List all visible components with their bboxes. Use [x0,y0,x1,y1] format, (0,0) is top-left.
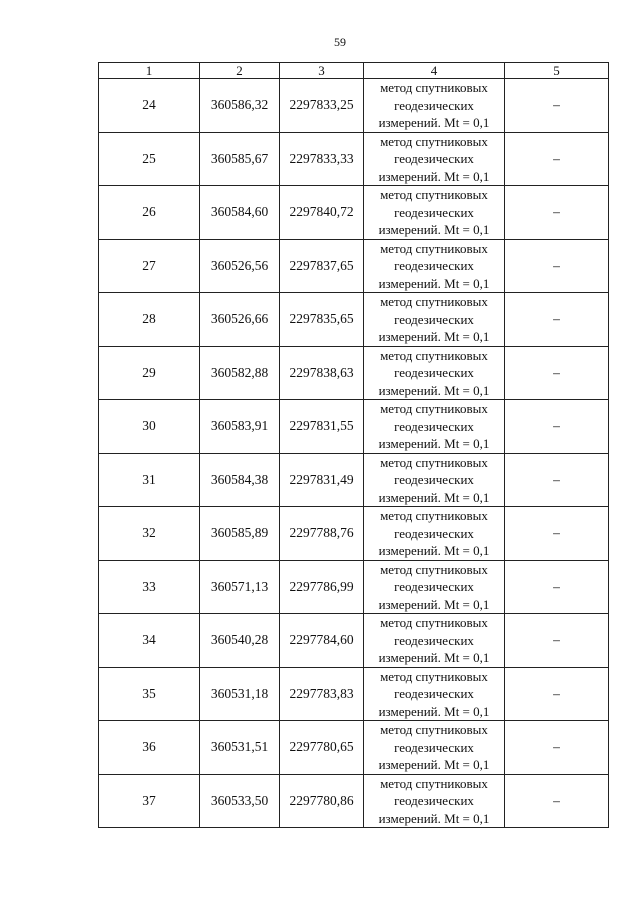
table-row [99,239,609,293]
note-cell: – [505,614,609,668]
method-line: геодезических [394,311,474,327]
method-line: измерений. Mt = 0,1 [378,489,490,505]
note-cell: – [505,721,609,775]
coord-y-cell: 2297838,63 [280,346,364,400]
method-line: метод спутниковых [380,240,488,256]
method-line: измерений. Mt = 0,1 [378,275,490,291]
method-line: измерений. Mt = 0,1 [378,168,490,184]
method-line: геодезических [394,418,474,434]
coord-x-cell: 360531,51 [200,721,280,775]
coord-x-cell: 360571,13 [200,560,280,614]
method-line: метод спутниковых [380,133,488,149]
method-line: измерений. Mt = 0,1 [378,650,490,665]
note-cell: – [505,400,609,454]
method-line: метод спутниковых [380,775,488,791]
coord-y-cell: 2297784,60 [280,614,364,668]
coord-y-cell: 2297835,65 [280,293,364,347]
table-row [99,293,609,347]
point-number-cell: 24 [99,79,200,133]
method-line: метод спутниковых [380,347,488,363]
coord-x-cell: 360526,66 [200,293,280,347]
method-line: метод спутниковых [380,401,488,416]
method-cell [364,774,505,828]
method-cell [364,132,505,186]
table-row [99,400,609,454]
point-number-cell: 31 [99,453,200,507]
method-cell [364,721,505,775]
coord-y-cell: 2297831,49 [280,453,364,507]
method-cell [364,186,505,240]
note-cell: – [505,239,609,293]
method-line: геодезических [394,258,474,273]
note-cell: – [505,132,609,186]
coord-y-cell: 2297780,65 [280,721,364,775]
coordinates-table [98,62,609,828]
method-cell [364,79,505,133]
point-number-cell: 30 [99,400,200,454]
method-line: измерений. Mt = 0,1 [378,810,490,826]
coord-y-cell: 2297833,25 [280,79,364,133]
coord-x-cell: 360584,38 [200,453,280,507]
method-line: измерений. Mt = 0,1 [378,382,490,398]
table-body [99,79,609,828]
point-number-cell: 35 [99,667,200,721]
method-line: измерений. Mt = 0,1 [378,757,490,772]
method-line: метод спутниковых [380,561,488,577]
point-number-cell: 28 [99,293,200,347]
coord-y-cell: 2297783,83 [280,667,364,721]
table-row [99,79,609,133]
note-cell: – [505,453,609,507]
table-row [99,560,609,614]
point-number-cell: 32 [99,507,200,561]
method-line: измерений. Mt = 0,1 [378,596,490,612]
header-col-5: 5 [505,63,609,79]
method-line: геодезических [394,632,474,648]
method-line: метод спутниковых [380,187,488,202]
method-line: геодезических [394,525,474,541]
method-line: геодезических [394,151,474,166]
note-cell: – [505,774,609,828]
coord-y-cell: 2297833,33 [280,132,364,186]
note-cell: – [505,560,609,614]
table-row [99,453,609,507]
coord-x-cell: 360585,89 [200,507,280,561]
table-row [99,346,609,400]
note-cell: – [505,346,609,400]
method-line: метод спутниковых [380,615,488,630]
method-cell [364,560,505,614]
page-number: 59 [334,35,346,49]
coord-y-cell: 2297837,65 [280,239,364,293]
method-cell [364,667,505,721]
coord-x-cell: 360533,50 [200,774,280,828]
method-line: геодезических [394,793,474,808]
method-line: метод спутниковых [380,80,488,95]
method-cell [364,239,505,293]
header-col-3: 3 [280,63,364,79]
header-row [99,63,609,79]
method-line: метод спутниковых [380,668,488,684]
point-number-cell: 33 [99,560,200,614]
point-number-cell: 29 [99,346,200,400]
note-cell: – [505,293,609,347]
coord-y-cell: 2297788,76 [280,507,364,561]
coord-x-cell: 360540,28 [200,614,280,668]
method-line: геодезических [394,686,474,701]
point-number-cell: 36 [99,721,200,775]
method-line: метод спутниковых [380,294,488,309]
method-line: геодезических [394,739,474,755]
header-col-1: 1 [99,63,200,79]
coord-x-cell: 360582,88 [200,346,280,400]
method-line: измерений. Mt = 0,1 [378,222,490,237]
note-cell: – [505,186,609,240]
method-line: метод спутниковых [380,454,488,470]
header-col-4: 4 [364,63,505,79]
point-number-cell: 26 [99,186,200,240]
method-line: измерений. Mt = 0,1 [378,329,490,344]
coord-y-cell: 2297786,99 [280,560,364,614]
method-line: метод спутниковых [380,508,488,523]
coord-y-cell: 2297840,72 [280,186,364,240]
point-number-cell: 25 [99,132,200,186]
point-number-cell: 37 [99,774,200,828]
table-header [99,63,609,79]
note-cell: – [505,79,609,133]
method-line: геодезических [394,97,474,113]
method-line: измерений. Mt = 0,1 [378,436,490,451]
method-cell [364,293,505,347]
table-row [99,721,609,775]
table-row [99,132,609,186]
table-row [99,507,609,561]
table-row [99,186,609,240]
method-line: геодезических [394,365,474,380]
coord-x-cell: 360531,18 [200,667,280,721]
table-row [99,614,609,668]
coord-x-cell: 360584,60 [200,186,280,240]
coord-y-cell: 2297831,55 [280,400,364,454]
method-cell [364,507,505,561]
table-row [99,774,609,828]
method-line: геодезических [394,472,474,487]
coord-x-cell: 360526,56 [200,239,280,293]
table-row [99,667,609,721]
point-number-cell: 27 [99,239,200,293]
method-line: измерений. Mt = 0,1 [378,115,490,130]
point-number-cell: 34 [99,614,200,668]
note-cell: – [505,507,609,561]
method-line: геодезических [394,204,474,220]
method-line: измерений. Mt = 0,1 [378,703,490,719]
coord-x-cell: 360585,67 [200,132,280,186]
coord-x-cell: 360586,32 [200,79,280,133]
method-cell [364,400,505,454]
note-cell: – [505,667,609,721]
method-cell [364,453,505,507]
method-line: измерений. Mt = 0,1 [378,543,490,558]
coord-y-cell: 2297780,86 [280,774,364,828]
method-cell [364,346,505,400]
method-line: геодезических [394,579,474,594]
method-cell [364,614,505,668]
coord-x-cell: 360583,91 [200,400,280,454]
method-line: метод спутниковых [380,722,488,737]
header-col-2: 2 [200,63,280,79]
